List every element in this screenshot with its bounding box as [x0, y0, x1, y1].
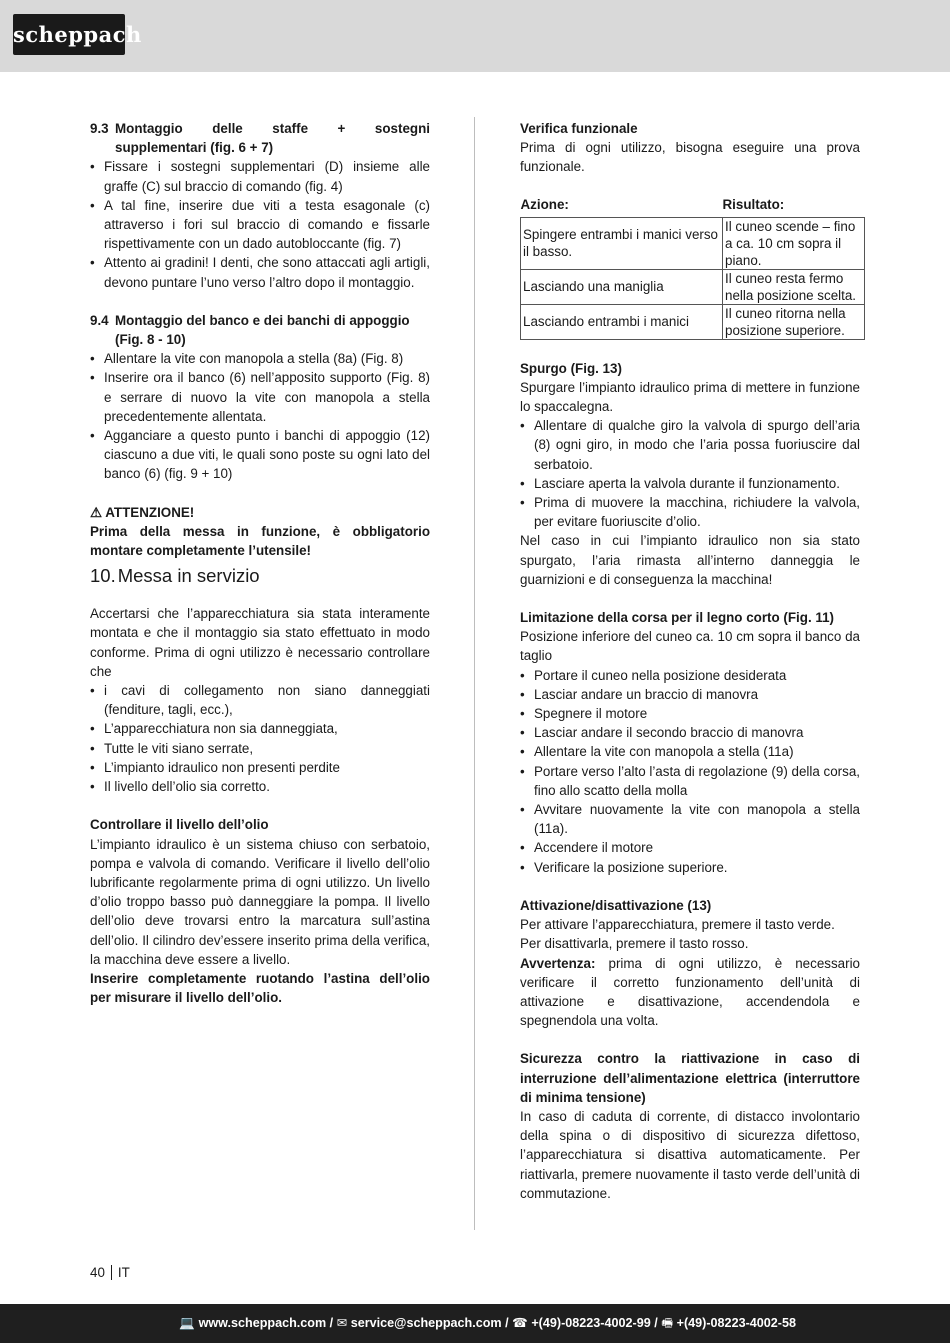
list-item: • Prima di muovere la macchina, richiudere la valvola, per evitare fuoriuscite d’olio. — [520, 493, 860, 531]
section-10-intro: Accertarsi che l’apparecchiatura sia stata interamente montata e che il montaggio sia stato effettuato in modo conforme. Prima di ogni utilizzo è necessario controllare che — [90, 606, 430, 679]
list-item: • Verificare la posizione superiore. — [520, 858, 860, 877]
page-number-separator — [111, 1265, 112, 1280]
on-off-line: Per attivare l’apparecchiatura, premere il tasto verde. — [520, 917, 835, 933]
list-item: • Allentare di qualche giro la valvola di spurgo dell’aria (8) ogni giro, in modo che l’aria possa fuoriuscire dal serbatoio. — [520, 416, 860, 474]
page-number — [90, 1265, 130, 1280]
stroke-limit-heading: Limitazione della corsa per il legno corto (Fig. 11) — [520, 610, 834, 626]
list-item: • Il livello dell’olio sia corretto. — [90, 777, 430, 796]
list-item: • i cavi di collegamento non siano danneggiati (fenditure, tagli, ecc.), — [90, 681, 430, 719]
list-item: • Fissare i sostegni supplementari (D) insieme alle graffe (C) sul braccio di comando (fig. 4) — [90, 157, 430, 195]
table-row — [521, 304, 865, 339]
table-cell: Il cuneo ritorna nella posizione superiore. — [723, 304, 865, 339]
list-item: • Portare verso l’alto l’asta di regolazione (9) della corsa, fino allo scatto della molla — [520, 762, 860, 800]
column-divider — [474, 117, 475, 1230]
section-10-heading — [90, 564, 430, 588]
computer-icon: 💻 — [179, 1316, 196, 1330]
table-cell: Lasciando una maniglia — [521, 269, 723, 304]
list-item: • Agganciare a questo punto i banchi di appoggio (12) ciascuno a due viti, le quali sono poste su ogni lato del banco (6) (fig. 9 + 10) — [90, 426, 430, 484]
function-check-table — [520, 196, 865, 340]
table-cell: Il cuneo resta fermo nella posizione scelta. — [723, 269, 865, 304]
table-cell: Il cuneo scende – fino a ca. 10 cm sopra il piano. — [723, 217, 865, 269]
footer-website: www.scheppach.com — [198, 1316, 327, 1330]
restart-protection-heading: Sicurezza contro la riattivazione in caso di interruzione dell’alimentazione elettrica (interruttore di minima tensione) — [520, 1051, 860, 1105]
section-9-4-heading — [90, 311, 430, 349]
list-item: • Allentare la vite con manopola a stella (11a) — [520, 742, 860, 761]
list-item: • Tutte le viti siano serrate, — [90, 739, 430, 758]
warning-text: Prima della messa in funzione, è obbligatorio montare completamente l’utensile! — [90, 523, 430, 559]
function-check-heading: Verifica funzionale — [520, 121, 638, 136]
on-off-heading: Attivazione/disattivazione (13) — [520, 897, 712, 913]
list-item: • Spegnere il motore — [520, 704, 860, 723]
section-number: 10. — [90, 565, 116, 587]
list-item: • Allentare la vite con manopola a stella (8a) (Fig. 8) — [90, 349, 430, 368]
page-language: IT — [117, 1265, 130, 1280]
list-item: • Inserire ora il banco (6) nell’apposito supporto (Fig. 8) e serrare di nuovo la vite con manopola a stella precedentemente allentata. — [90, 368, 430, 426]
purge-note: Nel caso in cui l’impianto idraulico non sia stato spurgato, l’aria rimasta all’interno danneggia le guarnizioni e di conseguenza la macchina! — [520, 533, 860, 587]
mail-icon: ✉ — [336, 1316, 348, 1330]
section-title-line: Montaggio delle staffe + sostegni — [115, 121, 430, 136]
stroke-limit-text: Posizione inferiore del cuneo ca. 10 cm sopra il banco da taglio — [520, 629, 860, 664]
table-header-action: Azione: — [520, 196, 569, 212]
list-item: • Avvitare nuovamente la vite con manopola a stella (11a). — [520, 800, 860, 838]
section-9-4-list — [90, 349, 430, 483]
table-cell: Spingere entrambi i manici verso il basso. — [521, 217, 723, 269]
section-9-3-list — [90, 157, 430, 291]
list-item: • Lasciare aperta la valvola durante il funzionamento. — [520, 474, 860, 493]
restart-protection-text: In caso di caduta di corrente, di distacco involontario della spina o di dispositivo di sicurezza difettoso, l’apparecchiatura si disattiva automaticamente. Per riattivarla, premere nuovamente il tasto verde dell’unità di commutazione. — [520, 1108, 860, 1201]
oil-level-heading: Controllare il livello dell’olio — [90, 817, 269, 833]
right-column — [520, 119, 860, 1203]
footer-separator: / — [326, 1316, 337, 1330]
table-cell: Lasciando entrambi i manici — [521, 304, 723, 339]
list-item: • L’apparecchiatura non sia danneggiata, — [90, 719, 430, 738]
footer-phone: +(49)-08223-4002-99 — [531, 1316, 651, 1330]
on-off-line: Per disattivarla, premere il tasto rosso. — [520, 936, 749, 952]
warning-title: ATTENZIONE! — [105, 504, 195, 520]
section-title-line: Montaggio del banco e dei banchi di appoggio — [115, 312, 410, 328]
table-row — [521, 269, 865, 304]
stroke-limit-list — [520, 666, 860, 877]
list-item: • A tal fine, inserire due viti a testa esagonale (c) attraverso i fori sul braccio di comando e fissarle rispettivamente con un dado autobloccante (fig. 7) — [90, 196, 430, 254]
warning-heading — [90, 503, 430, 522]
section-10-list — [90, 681, 430, 796]
oil-level-bold-text: Inserire completamente ruotando l’astina dell’olio per misurare il livello dell’olio. — [90, 970, 430, 1006]
fax-icon: 🖷 — [661, 1316, 674, 1330]
page-number-value: 40 — [90, 1265, 105, 1280]
warning-icon: ⚠ — [90, 504, 103, 520]
list-item: • Portare il cuneo nella posizione desiderata — [520, 666, 860, 685]
oil-level-text: L’impianto idraulico è un sistema chiuso con serbatoio, pompa e valvola di comando. Verificare il livello dell’olio lubrificante regolarmente prima di ogni utilizzo. Un livello d’olio troppo basso può danneggiare la pompa. Il livello dell’olio deve trovarsi entro la marcatura sull’astina dell’olio. Il cilindro dev’essere inserito prima della verifica, la macchina deve essere a livello. — [90, 836, 430, 967]
function-check-text: Prima di ogni utilizzo, bisogna eseguire una prova funzionale. — [520, 140, 860, 175]
footer-email: service@scheppach.com — [350, 1316, 502, 1330]
purge-text: Spurgare l’impianto idraulico prima di mettere in funzione lo spaccalegna. — [520, 379, 860, 415]
warning-text: prima di ogni utilizzo, è necessario verificare il corretto funzionamento dell’unità di attivazione e disattivazione, accendendola e spegnendola una volta. — [520, 955, 860, 1029]
warning-label: Avvertenza: — [520, 955, 596, 971]
list-item: • Accendere il motore — [520, 838, 860, 857]
footer-separator: / — [650, 1316, 662, 1330]
footer-bar — [0, 1304, 950, 1343]
footer-fax: +(49)-08223-4002-58 — [676, 1316, 796, 1330]
section-title-line: supplementari (fig. 6 + 7) — [115, 140, 274, 156]
list-item: • L’impianto idraulico non presenti perdite — [90, 758, 430, 777]
list-item: • Attento ai gradini! I denti, che sono attaccati agli artigli, devono puntare l’uno verso l’altro dopo il montaggio. — [90, 253, 430, 291]
table-header-result: Risultato: — [722, 196, 785, 212]
list-item: • Lasciar andare il secondo braccio di manovra — [520, 723, 860, 742]
footer-separator: / — [501, 1316, 513, 1330]
section-number: 9.4 — [90, 312, 109, 328]
table-row — [521, 217, 865, 269]
section-title: Messa in servizio — [117, 565, 260, 587]
brand-logo: scheppach — [13, 14, 125, 55]
section-title-line: (Fig. 8 - 10) — [115, 332, 186, 348]
phone-icon: ☎ — [512, 1316, 528, 1330]
on-off-warning — [520, 954, 860, 1031]
section-9-3-heading — [90, 119, 430, 157]
purge-heading: Spurgo (Fig. 13) — [520, 360, 622, 376]
header-bar — [0, 0, 950, 72]
section-number: 9.3 — [90, 121, 109, 136]
purge-list — [520, 416, 860, 531]
list-item: • Lasciar andare un braccio di manovra — [520, 685, 860, 704]
left-column — [90, 119, 430, 1007]
